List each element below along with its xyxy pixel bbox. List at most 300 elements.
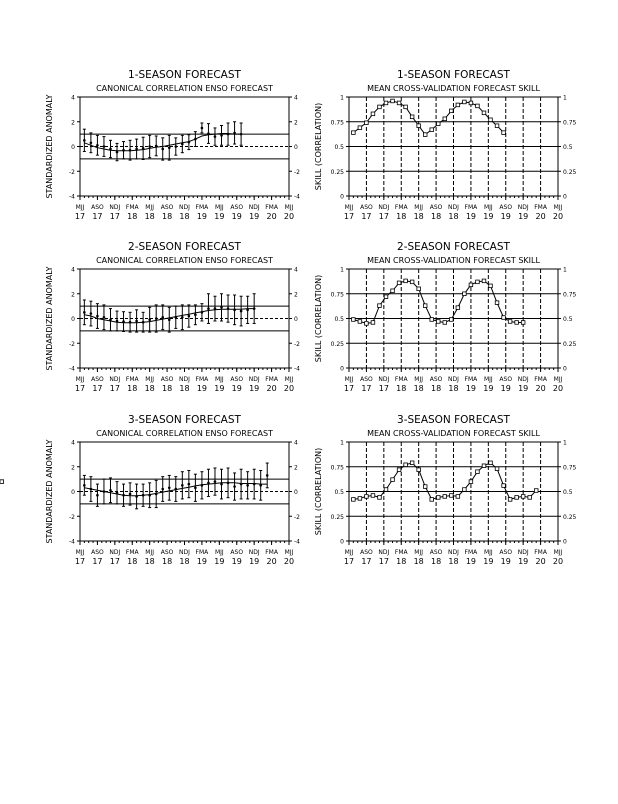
chart-subtitle: MEAN CROSS-VALIDATION FORECAST SKILL xyxy=(367,84,540,93)
y-axis-label: SKILL (CORRELATION) xyxy=(314,274,323,363)
data-point xyxy=(174,145,177,148)
x-tick-year-label: 19 xyxy=(465,212,477,221)
data-point xyxy=(430,128,434,132)
y-tick-label: 0.5 xyxy=(334,316,344,323)
x-tick-year-label: 19 xyxy=(518,212,529,221)
y-tick-label-right: 2 xyxy=(294,291,298,299)
data-point xyxy=(410,115,414,119)
y-tick-label: 0 xyxy=(340,538,344,546)
x-tick-year-label: 17 xyxy=(378,384,389,393)
data-point xyxy=(502,316,506,320)
x-tick-year-label: 18 xyxy=(430,557,442,566)
x-tick-year-label: 19 xyxy=(231,212,242,221)
data-point xyxy=(96,315,99,318)
data-point xyxy=(352,131,356,135)
x-tick-year-label: 17 xyxy=(92,212,103,221)
y-tick-label-right: 0.75 xyxy=(563,464,577,472)
x-tick-year-label: 20 xyxy=(266,384,277,393)
y-tick-label-right: -4 xyxy=(294,193,300,201)
y-tick-label-right: 0.75 xyxy=(563,119,577,127)
y-tick-label: -2 xyxy=(69,513,75,521)
x-tick-season-label: NDJ xyxy=(378,549,390,556)
x-tick-season-label: MJJ xyxy=(553,376,563,383)
chart-panel-3 xyxy=(45,241,300,393)
data-point xyxy=(476,470,480,474)
data-point xyxy=(508,498,512,502)
x-tick-year-label: 18 xyxy=(430,384,442,393)
x-tick-year-label: 19 xyxy=(465,557,477,566)
data-point xyxy=(103,145,106,148)
y-tick-label: 0.5 xyxy=(334,489,344,496)
x-tick-season-label: MJJ xyxy=(344,376,354,383)
x-tick-year-label: 20 xyxy=(283,212,295,221)
data-point xyxy=(371,112,375,116)
x-tick-year-label: 19 xyxy=(196,557,208,566)
x-tick-season-label: ASO xyxy=(360,549,373,556)
y-tick-label-right: 0.25 xyxy=(563,340,577,348)
x-tick-season-label: ASO xyxy=(91,549,104,556)
x-tick-year-label: 17 xyxy=(378,212,389,221)
data-point xyxy=(358,497,362,501)
y-tick-label: 0.75 xyxy=(330,291,344,299)
x-tick-year-label: 18 xyxy=(448,212,459,221)
x-tick-year-label: 19 xyxy=(249,212,260,221)
data-point xyxy=(443,117,447,121)
x-tick-season-label: ASO xyxy=(360,376,373,383)
x-tick-season-label: FMA xyxy=(125,204,139,211)
x-tick-year-label: 20 xyxy=(552,557,564,566)
x-tick-year-label: 18 xyxy=(161,212,173,221)
x-tick-season-label: FMA xyxy=(195,204,209,211)
data-point xyxy=(96,144,99,147)
x-tick-season-label: ASO xyxy=(429,204,443,211)
data-point xyxy=(430,318,434,322)
data-point xyxy=(83,311,86,314)
x-tick-year-label: 19 xyxy=(231,557,242,566)
data-point xyxy=(495,467,499,471)
data-point xyxy=(240,310,243,313)
x-tick-season-label: MJJ xyxy=(483,376,493,383)
y-tick-label: 0.25 xyxy=(330,168,344,176)
x-tick-season-label: MJJ xyxy=(75,204,85,211)
x-tick-season-label: MJJ xyxy=(214,376,224,383)
data-point xyxy=(417,287,421,291)
x-tick-season-label: ASO xyxy=(230,204,244,211)
data-point xyxy=(443,321,447,325)
y-tick-label: 0.25 xyxy=(330,513,344,521)
y-tick-label-right: -2 xyxy=(294,340,300,348)
chart-subtitle: CANONICAL CORRELATION ENSO FORECAST xyxy=(96,84,273,93)
x-tick-year-label: 20 xyxy=(552,384,564,393)
x-tick-season-label: ASO xyxy=(429,376,443,383)
y-tick-label-right: 0.5 xyxy=(563,316,573,323)
data-point xyxy=(495,301,499,305)
y-tick-label-right: 0.25 xyxy=(563,168,577,176)
x-tick-season-label: NDJ xyxy=(448,204,459,211)
data-point xyxy=(168,318,171,321)
data-point xyxy=(521,321,525,325)
x-tick-season-label: MJJ xyxy=(414,376,424,383)
x-tick-year-label: 19 xyxy=(231,384,242,393)
data-point xyxy=(482,279,486,283)
y-axis-label: STANDARDIZED ANOMALY xyxy=(45,94,54,199)
x-tick-year-label: 19 xyxy=(214,212,225,221)
data-point xyxy=(365,322,369,326)
y-tick-label: 1 xyxy=(340,439,344,447)
data-point xyxy=(417,124,421,128)
y-tick-label: -4 xyxy=(69,365,75,373)
data-point xyxy=(129,493,132,496)
data-point xyxy=(168,486,171,489)
data-point xyxy=(371,494,375,498)
x-tick-year-label: 20 xyxy=(283,384,295,393)
y-tick-label-right: 2 xyxy=(294,119,298,127)
data-point xyxy=(155,493,158,496)
x-tick-season-label: NDJ xyxy=(448,549,459,556)
x-tick-season-label: ASO xyxy=(429,549,443,556)
y-tick-label-right: -2 xyxy=(294,168,300,176)
data-point xyxy=(122,494,125,497)
data-point xyxy=(436,320,440,324)
data-point xyxy=(476,104,480,108)
x-tick-season-label: ASO xyxy=(160,549,174,556)
x-tick-year-label: 18 xyxy=(144,212,155,221)
data-point xyxy=(90,488,93,491)
y-tick-label: 1 xyxy=(340,266,344,274)
data-point xyxy=(259,484,262,487)
data-point xyxy=(129,149,132,152)
x-tick-year-label: 20 xyxy=(266,557,277,566)
data-point xyxy=(358,126,362,130)
data-point xyxy=(109,489,112,492)
data-point xyxy=(181,484,184,487)
x-tick-season-label: ASO xyxy=(499,376,513,383)
x-tick-year-label: 17 xyxy=(343,557,355,566)
x-tick-year-label: 18 xyxy=(396,212,407,221)
data-point xyxy=(129,321,132,324)
data-point xyxy=(233,485,236,488)
x-tick-year-label: 18 xyxy=(413,212,424,221)
data-point xyxy=(378,496,382,500)
y-tick-label-right: 4 xyxy=(294,94,298,102)
data-point xyxy=(161,316,164,319)
data-point xyxy=(161,488,164,491)
y-tick-label: 0 xyxy=(71,316,75,323)
chart-subtitle: CANONICAL CORRELATION ENSO FORECAST xyxy=(96,256,273,265)
x-tick-season-label: FMA xyxy=(394,549,408,556)
x-tick-year-label: 20 xyxy=(535,557,546,566)
data-point xyxy=(404,463,408,467)
y-tick-label-right: 0 xyxy=(563,538,567,546)
x-tick-season-label: MJJ xyxy=(145,376,155,383)
x-tick-season-label: NDJ xyxy=(517,549,529,556)
data-point xyxy=(233,132,236,135)
x-tick-year-label: 19 xyxy=(196,212,208,221)
x-tick-season-label: NDJ xyxy=(109,376,121,383)
chart-subtitle: MEAN CROSS-VALIDATION FORECAST SKILL xyxy=(367,256,540,265)
y-tick-label-right: 0 xyxy=(294,144,298,151)
data-point xyxy=(148,494,151,497)
y-tick-label-right: 0 xyxy=(294,316,298,323)
data-point xyxy=(122,320,125,323)
x-tick-season-label: MJJ xyxy=(344,549,354,556)
x-tick-year-label: 19 xyxy=(483,384,494,393)
x-tick-year-label: 19 xyxy=(500,212,511,221)
data-point xyxy=(391,99,395,103)
data-point xyxy=(142,147,145,150)
x-tick-year-label: 17 xyxy=(92,557,103,566)
data-point xyxy=(142,494,145,497)
y-tick-label: -2 xyxy=(69,340,75,348)
x-tick-season-label: ASO xyxy=(91,204,104,211)
y-tick-label: 4 xyxy=(71,439,75,447)
x-tick-year-label: 17 xyxy=(74,557,86,566)
x-tick-season-label: MJJ xyxy=(75,376,85,383)
data-point xyxy=(109,318,112,321)
data-point xyxy=(534,489,538,493)
x-tick-year-label: 19 xyxy=(214,384,225,393)
x-tick-year-label: 17 xyxy=(109,212,120,221)
x-tick-year-label: 18 xyxy=(127,557,138,566)
x-tick-season-label: MJJ xyxy=(414,204,424,211)
data-point xyxy=(423,133,427,137)
x-tick-season-label: MJJ xyxy=(145,549,155,556)
x-tick-season-label: MJJ xyxy=(284,204,294,211)
x-tick-year-label: 18 xyxy=(448,384,459,393)
x-tick-season-label: NDJ xyxy=(109,549,121,556)
data-point xyxy=(220,483,223,486)
x-tick-season-label: ASO xyxy=(160,376,174,383)
data-point xyxy=(450,494,454,498)
data-point xyxy=(253,307,256,310)
x-tick-season-label: FMA xyxy=(464,376,478,383)
x-tick-season-label: MJJ xyxy=(214,204,224,211)
y-tick-label: 0.5 xyxy=(334,144,344,151)
data-point xyxy=(201,311,204,314)
y-tick-label: 0 xyxy=(71,144,75,151)
data-point xyxy=(201,127,204,130)
data-point xyxy=(391,478,395,482)
y-tick-label: 1 xyxy=(340,94,344,102)
data-point xyxy=(135,495,138,498)
y-tick-label-right: 4 xyxy=(294,266,298,274)
data-point xyxy=(489,284,493,288)
y-tick-label: 4 xyxy=(71,94,75,102)
y-tick-label: 2 xyxy=(71,119,75,127)
data-point xyxy=(174,488,177,491)
data-point xyxy=(181,316,184,319)
data-point xyxy=(207,482,210,485)
data-point xyxy=(371,321,375,325)
x-tick-season-label: FMA xyxy=(394,204,408,211)
data-point xyxy=(214,480,217,483)
x-tick-season-label: FMA xyxy=(265,376,278,383)
chart-title: 1-SEASON FORECAST xyxy=(397,69,510,81)
data-point xyxy=(352,318,356,322)
x-tick-season-label: ASO xyxy=(360,204,373,211)
data-point xyxy=(482,464,486,468)
x-tick-year-label: 17 xyxy=(343,384,355,393)
x-tick-season-label: MJJ xyxy=(75,549,85,556)
data-point xyxy=(515,496,519,500)
data-point xyxy=(103,316,106,319)
series-line xyxy=(353,463,536,500)
y-tick-label-right: 0.5 xyxy=(563,144,573,151)
x-tick-year-label: 19 xyxy=(249,384,260,393)
x-tick-season-label: ASO xyxy=(160,204,174,211)
data-point xyxy=(201,484,204,487)
chart-panel-4 xyxy=(314,241,577,393)
y-tick-label-right: 0 xyxy=(294,489,298,496)
data-point xyxy=(168,146,171,149)
data-point xyxy=(352,498,356,502)
x-tick-season-label: NDJ xyxy=(378,376,390,383)
data-point xyxy=(155,317,158,320)
y-tick-label: -2 xyxy=(69,168,75,176)
x-tick-year-label: 17 xyxy=(74,384,86,393)
x-tick-year-label: 18 xyxy=(430,212,442,221)
x-tick-year-label: 19 xyxy=(249,557,260,566)
x-tick-season-label: MJJ xyxy=(414,549,424,556)
data-point xyxy=(410,280,414,284)
data-point xyxy=(365,121,369,125)
data-point xyxy=(404,105,408,109)
data-point xyxy=(188,141,191,144)
x-tick-year-label: 17 xyxy=(74,212,86,221)
x-tick-season-label: ASO xyxy=(230,549,244,556)
data-point xyxy=(109,148,112,151)
data-point xyxy=(174,316,177,319)
chart-panel-1 xyxy=(45,69,300,221)
series-line xyxy=(353,101,503,135)
data-point xyxy=(90,141,93,144)
x-tick-year-label: 18 xyxy=(127,384,138,393)
data-point xyxy=(436,122,440,126)
x-tick-season-label: MJJ xyxy=(284,549,294,556)
x-tick-season-label: ASO xyxy=(91,376,104,383)
data-point xyxy=(456,306,460,310)
x-tick-season-label: FMA xyxy=(534,549,547,556)
data-point xyxy=(365,495,369,499)
data-point xyxy=(397,281,401,285)
x-tick-season-label: MJJ xyxy=(214,549,224,556)
y-tick-label: -4 xyxy=(69,538,75,546)
x-tick-season-label: FMA xyxy=(464,549,478,556)
y-tick-label-right: 1 xyxy=(563,439,567,447)
y-tick-label-right: 0.75 xyxy=(563,291,577,299)
x-tick-season-label: FMA xyxy=(265,204,278,211)
x-tick-year-label: 19 xyxy=(518,384,529,393)
y-tick-label-right: -2 xyxy=(294,513,300,521)
data-point xyxy=(220,306,223,309)
x-tick-year-label: 20 xyxy=(283,557,295,566)
x-tick-season-label: FMA xyxy=(265,549,278,556)
y-tick-label-right: -4 xyxy=(294,538,300,546)
data-point xyxy=(423,485,427,489)
x-tick-season-label: MJJ xyxy=(344,204,354,211)
data-point xyxy=(515,321,519,325)
data-point xyxy=(417,468,421,472)
x-tick-season-label: FMA xyxy=(125,376,139,383)
x-tick-year-label: 17 xyxy=(343,212,355,221)
x-tick-season-label: NDJ xyxy=(517,204,529,211)
x-tick-year-label: 20 xyxy=(535,384,546,393)
data-point xyxy=(148,145,151,148)
x-tick-year-label: 19 xyxy=(500,384,511,393)
data-point xyxy=(463,292,467,296)
y-axis-label: SKILL (CORRELATION) xyxy=(314,102,323,191)
x-tick-season-label: FMA xyxy=(195,376,209,383)
data-point xyxy=(240,133,243,136)
x-tick-year-label: 17 xyxy=(92,384,103,393)
x-tick-year-label: 19 xyxy=(214,557,225,566)
x-tick-season-label: NDJ xyxy=(378,204,390,211)
data-point xyxy=(188,315,191,318)
y-tick-label-right: 0 xyxy=(563,365,567,373)
chart-title: 1-SEASON FORECAST xyxy=(128,69,241,81)
data-point xyxy=(430,498,434,502)
data-point xyxy=(469,283,473,287)
y-tick-label-right: -4 xyxy=(294,365,300,373)
data-point xyxy=(489,461,493,465)
data-point xyxy=(476,280,480,284)
y-tick-label: 4 xyxy=(71,266,75,274)
data-point xyxy=(253,483,256,486)
x-tick-year-label: 18 xyxy=(161,384,173,393)
x-tick-year-label: 19 xyxy=(483,557,494,566)
data-point xyxy=(207,132,210,135)
x-tick-year-label: 18 xyxy=(396,384,407,393)
y-tick-label-right: 0.25 xyxy=(563,513,577,521)
x-tick-year-label: 17 xyxy=(378,557,389,566)
x-tick-season-label: MJJ xyxy=(284,376,294,383)
x-tick-season-label: NDJ xyxy=(448,376,459,383)
chart-title: 3-SEASON FORECAST xyxy=(128,414,241,426)
data-point xyxy=(233,309,236,312)
y-tick-label: 0.25 xyxy=(330,340,344,348)
x-tick-year-label: 17 xyxy=(361,384,372,393)
data-point xyxy=(0,480,4,484)
x-tick-season-label: NDJ xyxy=(109,204,121,211)
data-point xyxy=(148,318,151,321)
x-tick-year-label: 18 xyxy=(144,557,155,566)
y-axis-label: STANDARDIZED ANOMALY xyxy=(45,439,54,544)
data-point xyxy=(227,482,230,485)
data-point xyxy=(116,320,119,323)
x-tick-season-label: MJJ xyxy=(483,549,493,556)
data-point xyxy=(502,131,506,135)
x-tick-season-label: NDJ xyxy=(517,376,529,383)
chart-title: 2-SEASON FORECAST xyxy=(128,241,241,253)
chart-subtitle: CANONICAL CORRELATION ENSO FORECAST xyxy=(96,429,273,438)
chart-subtitle: MEAN CROSS-VALIDATION FORECAST SKILL xyxy=(367,429,540,438)
x-tick-year-label: 18 xyxy=(396,557,407,566)
chart-title: 3-SEASON FORECAST xyxy=(397,414,510,426)
data-point xyxy=(358,320,362,324)
data-point xyxy=(96,494,99,497)
data-point xyxy=(456,103,460,107)
y-tick-label: 2 xyxy=(71,464,75,472)
y-tick-label-right: 0.5 xyxy=(563,489,573,496)
data-point xyxy=(188,483,191,486)
data-point xyxy=(246,309,249,312)
x-tick-year-label: 20 xyxy=(552,212,564,221)
data-point xyxy=(142,321,145,324)
x-tick-year-label: 20 xyxy=(266,212,277,221)
y-tick-label-right: 4 xyxy=(294,439,298,447)
y-tick-label-right: 2 xyxy=(294,464,298,472)
data-point xyxy=(207,307,210,310)
